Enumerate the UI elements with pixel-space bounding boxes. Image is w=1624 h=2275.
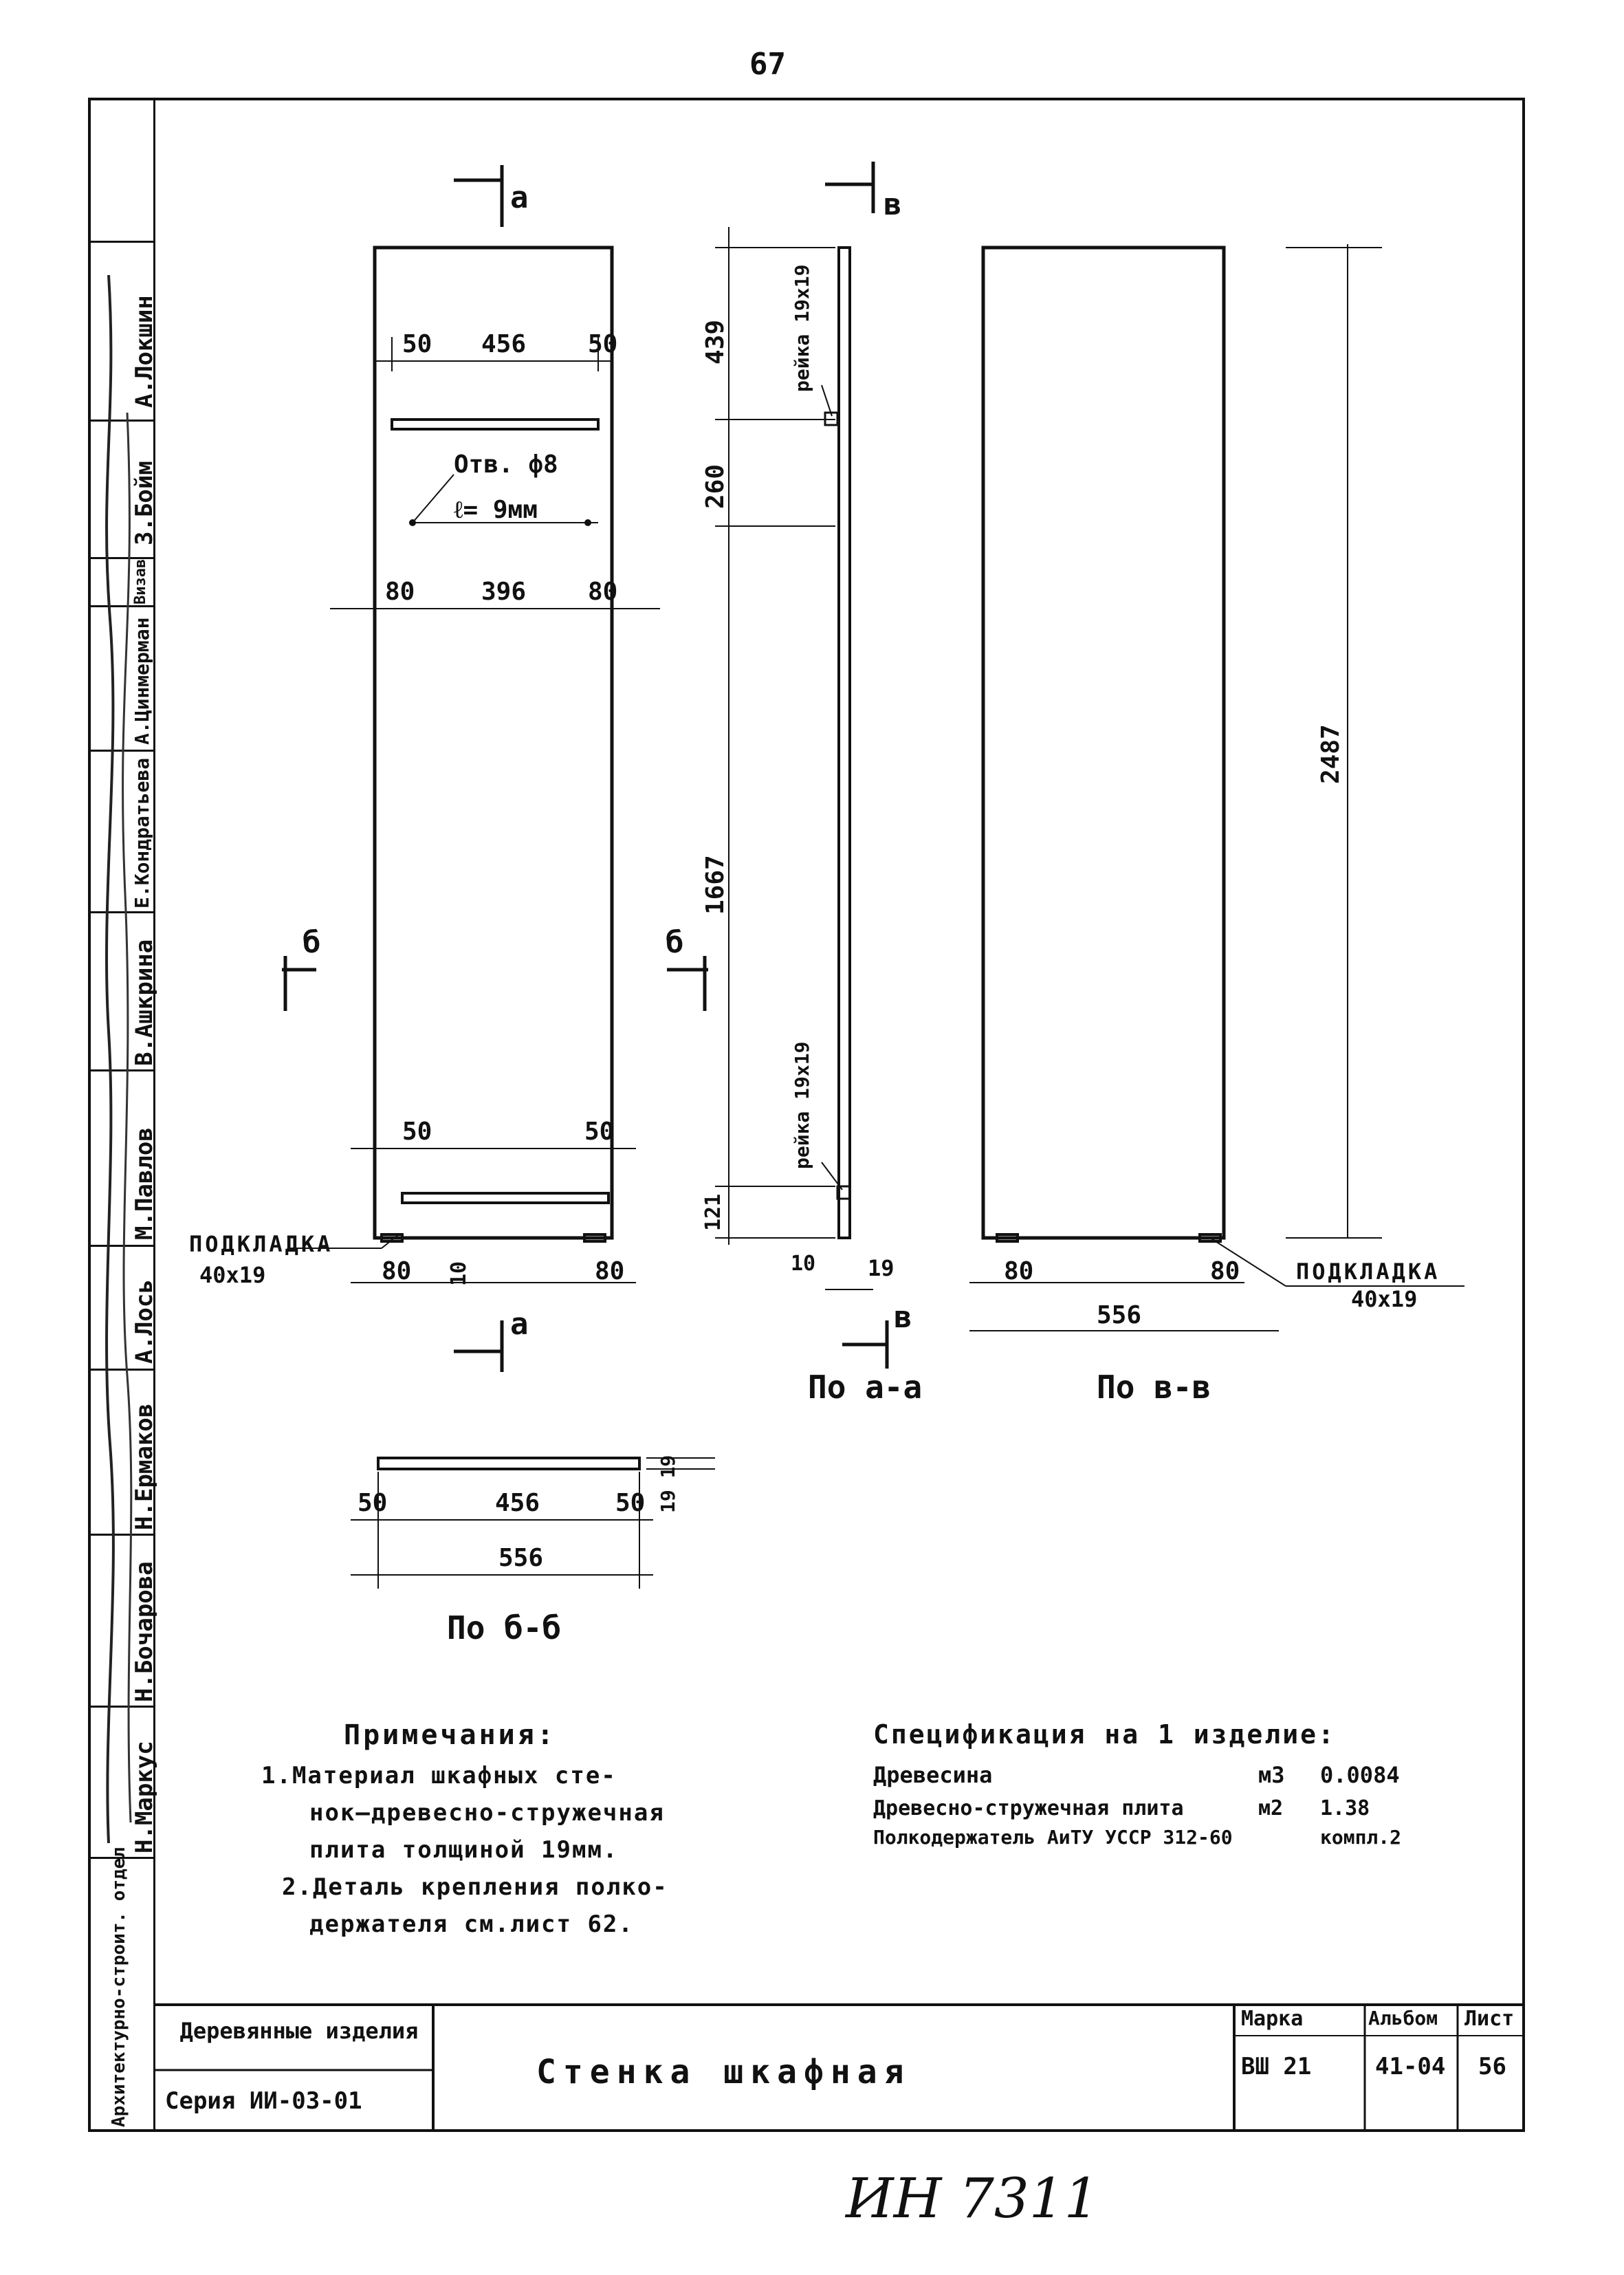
side-caption: По а-а — [808, 1369, 923, 1406]
side-rail-top-label: рейка 19х19 — [791, 264, 813, 392]
sidebar-cell-name-4 — [88, 750, 155, 911]
back-pad-size: 40x19 — [1351, 1286, 1418, 1312]
side-rail-bottom-label: рейка 19х19 — [791, 1041, 813, 1169]
back-caption: По в-в — [1097, 1369, 1211, 1406]
notes-line-2: нок—древесно-стружечная — [309, 1799, 665, 1827]
back-dim-height: 2487 — [1317, 724, 1345, 784]
title-album: 41-04 — [1375, 2053, 1446, 2080]
sidebar-name-4: Е.Кондратьева — [131, 757, 153, 908]
sidebar-cell-org — [88, 1847, 155, 2132]
spec-row-0-unit: м3 — [1258, 1762, 1285, 1788]
back-dim-width: 556 — [1097, 1301, 1142, 1329]
sidebar-name-0: А.Локшин — [131, 295, 158, 408]
sidebar-name-9: Н.Бочарова — [131, 1561, 158, 1702]
back-pad-label: ПОДКЛАДКА — [1296, 1259, 1440, 1285]
plan-caption: По б-б — [447, 1609, 562, 1646]
sidebar-name-1: З.Бойм — [131, 461, 158, 545]
spec-row-2 — [873, 1826, 1492, 1849]
sidebar-cell-name-10 — [88, 1706, 158, 1857]
sidebar-cell-name-6 — [88, 1069, 158, 1245]
front-dim-top-right: 50 — [588, 330, 618, 358]
sidebar-cell-name-9 — [88, 1534, 158, 1706]
side-dim-19: 19 — [868, 1255, 895, 1281]
sidebar-cell-name-1 — [88, 420, 158, 557]
spec-row-1-value: 1.38 — [1320, 1796, 1370, 1820]
title-series: Серия ИИ-03-01 — [165, 2087, 362, 2115]
back-dim-foot-left: 80 — [1004, 1257, 1034, 1285]
sidebar-cell-name-7 — [88, 1245, 158, 1369]
cut-a-bottom-letter: а — [510, 1307, 529, 1342]
side-dim-10: 10 — [791, 1252, 816, 1276]
front-hole-label: Отв. ф8 — [454, 450, 558, 479]
front-dim-top-mid: 456 — [481, 330, 527, 358]
cut-b-left-letter: б — [303, 925, 321, 960]
back-dim-foot-right: 80 — [1210, 1257, 1240, 1285]
plan-dim-left: 50 — [358, 1489, 388, 1517]
sidebar-name-3: А.Цинмерман — [131, 617, 153, 745]
notes-title: Примечания: — [344, 1719, 556, 1751]
cut-a-top-letter: а — [510, 180, 529, 215]
handwritten-inventory-number: ИН 7311 — [846, 2166, 1099, 2230]
spec-block — [873, 1719, 1492, 1849]
cut-v-top-letter: в — [884, 187, 902, 222]
side-dim-121: 121 — [701, 1193, 725, 1231]
front-pad-label: ПОДКЛАДКА — [189, 1231, 333, 1257]
side-dim-439: 439 — [701, 319, 729, 364]
notes-line-4: 2.Деталь крепления полко- — [282, 1873, 668, 1901]
sidebar-name-8: Н.Ермаков — [131, 1403, 158, 1530]
title-marka-label: Марка — [1241, 2007, 1304, 2031]
notes-line-3: плита толщиной 19мм. — [309, 1836, 619, 1864]
notes-line-1: 1.Материал шкафных сте- — [261, 1762, 617, 1789]
sidebar-cell-name-2 — [88, 557, 155, 605]
plan-dim-right: 50 — [615, 1489, 646, 1517]
front-dim-mid-left: 80 — [385, 578, 415, 606]
front-dim-foot-right: 80 — [595, 1257, 625, 1285]
front-dim-mid-center: 396 — [481, 578, 527, 606]
sidebar-cell-name-5 — [88, 911, 158, 1069]
page-number: 67 — [749, 47, 786, 82]
title-marka: ВШ 21 — [1241, 2053, 1312, 2080]
spec-row-0 — [873, 1762, 1492, 1788]
spec-row-2-value: компл.2 — [1320, 1826, 1402, 1849]
side-dim-260: 260 — [701, 464, 729, 509]
title-name: Стенка шкафная — [536, 2053, 911, 2091]
front-dim-10: 10 — [447, 1261, 471, 1286]
sidebar-name-7: А.Лось — [131, 1279, 158, 1364]
sidebar-name-2: Визав — [132, 558, 149, 605]
title-category: Деревянные изделия — [179, 2018, 419, 2044]
title-sheet: 56 — [1478, 2053, 1506, 2080]
notes-block — [261, 1719, 743, 1938]
cut-b-right-letter: б — [666, 925, 684, 960]
sidebar-name-10: Н.Маркус — [131, 1741, 158, 1853]
sidebar-cell-name-3 — [88, 605, 155, 750]
plan-dim-width: 556 — [498, 1544, 544, 1572]
front-dim-top-left: 50 — [402, 330, 432, 358]
front-hole-depth: ℓ= 9мм — [454, 496, 538, 524]
front-pad-size: 40x19 — [199, 1262, 266, 1288]
sidebar-name-5: В.Ашкрина — [131, 939, 158, 1066]
sidebar-cell-name-8 — [88, 1369, 158, 1534]
spec-row-2-name: Полкодержатель АиТУ УССР 312-60 — [873, 1826, 1233, 1849]
cut-v-bottom-letter: в — [894, 1300, 912, 1335]
spec-row-1-name: Древесно-стружечная плита — [873, 1796, 1184, 1820]
spec-row-0-name: Древесина — [873, 1762, 993, 1788]
front-dim-mid-right: 80 — [588, 578, 618, 606]
side-dim-1667: 1667 — [701, 855, 729, 915]
notes-line-5: держателя см.лист 62. — [309, 1911, 634, 1938]
sidebar-name-6: М.Павлов — [131, 1127, 158, 1240]
sidebar-cell-name-0 — [88, 241, 158, 420]
title-sheet-label: Лист — [1464, 2007, 1515, 2031]
front-dim-bottom-left: 50 — [402, 1118, 432, 1146]
spec-row-1-unit: м2 — [1258, 1796, 1284, 1820]
front-dim-bottom-right: 50 — [584, 1118, 615, 1146]
title-album-label: Альбом — [1368, 2007, 1438, 2029]
spec-title: Спецификация на 1 изделие: — [873, 1719, 1336, 1750]
plan-dim-mid: 456 — [495, 1489, 540, 1517]
front-dim-foot-left: 80 — [382, 1257, 412, 1285]
sidebar-org: Архитектурно-строит. отдел — [109, 1847, 129, 2127]
spec-row-0-value: 0.0084 — [1320, 1762, 1400, 1788]
spec-row-1 — [873, 1796, 1492, 1820]
plan-dim-thickness: 19 19 — [657, 1455, 679, 1513]
